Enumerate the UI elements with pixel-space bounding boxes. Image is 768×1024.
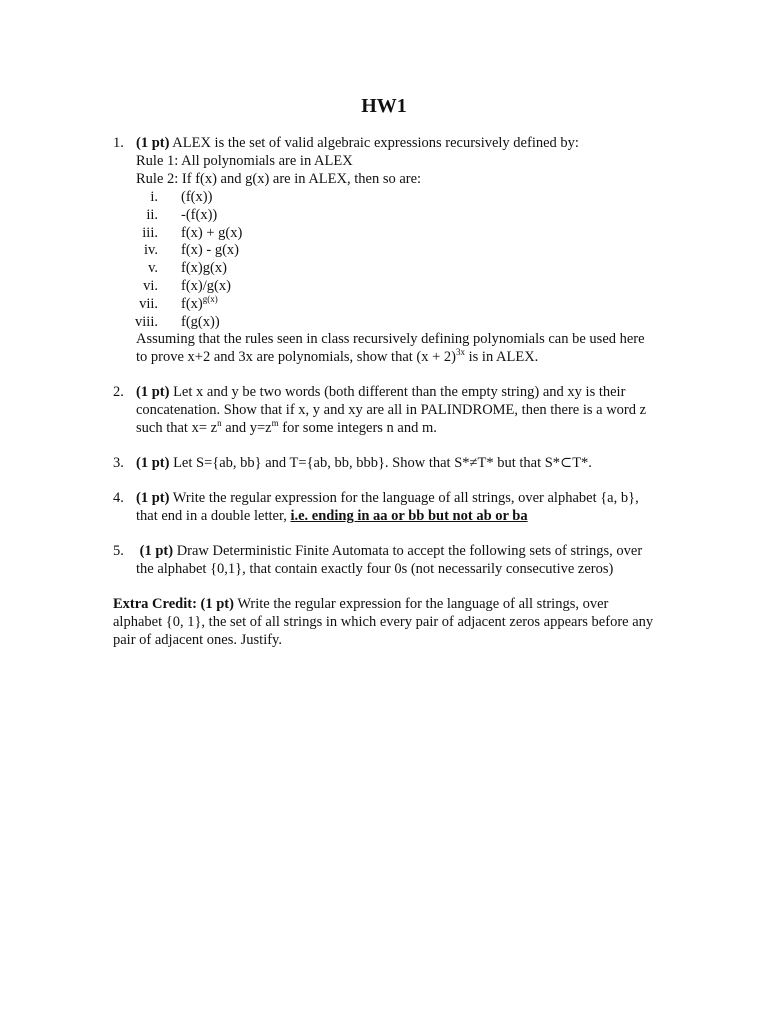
problem-2-line-3 xyxy=(136,419,683,437)
problem-3 xyxy=(113,454,683,472)
page-title: HW1 xyxy=(361,95,407,117)
problem-5-line-2: the alphabet {0,1}, that contain exactly four 0s (not necessarily consecutive zeros) xyxy=(136,561,614,578)
points-label: (1 pt) xyxy=(136,135,170,151)
list-item xyxy=(136,313,683,331)
exponent: m xyxy=(271,418,279,429)
extra-credit-line-1 xyxy=(113,595,683,613)
exponent: g(x) xyxy=(202,293,218,304)
problem-number: 4. xyxy=(113,490,124,507)
problem-1 xyxy=(113,134,683,366)
problem-2-line-2: concatenation. Show that if x, y and xy are all in PALINDROME, then there is a word z xyxy=(136,402,647,419)
item-text: (f(x)) xyxy=(181,189,213,205)
intro-text: ALEX is the set of valid algebraic expressions recursively defined by: xyxy=(169,135,579,151)
roman-numeral: viii. xyxy=(135,313,158,330)
item-text: f(x) + g(x) xyxy=(181,224,243,241)
extra-credit xyxy=(113,595,683,649)
closing-line-2 xyxy=(136,348,683,366)
rule-list xyxy=(136,188,683,330)
problem-text: Write the regular expression for the language of all strings, over xyxy=(233,596,609,613)
exponent: 3x xyxy=(456,347,465,358)
closing-text: to prove x+2 and 3x are polynomials, show that (x + 2) xyxy=(136,349,456,366)
roman-numeral: v. xyxy=(148,260,158,277)
problem-text: Write the regular expression for the language of all strings, over alphabet {a, b}, xyxy=(169,490,639,507)
problem-text: for some integers n and m. xyxy=(278,420,437,437)
problem-text: and y=z xyxy=(221,420,272,437)
list-item xyxy=(136,295,683,313)
problem-3-line-1 xyxy=(136,454,683,472)
problem-number: 2. xyxy=(113,384,124,401)
problem-4 xyxy=(113,489,683,525)
roman-numeral: iv. xyxy=(144,242,158,259)
list-item xyxy=(136,241,683,259)
problem-2-line-1 xyxy=(136,383,683,401)
emphasized-text: i.e. ending in aa or bb but not ab or ba xyxy=(290,508,528,525)
problem-number: 5. xyxy=(113,543,124,560)
problem-5-line-1 xyxy=(136,542,683,560)
roman-numeral: ii. xyxy=(146,206,158,223)
list-item xyxy=(136,188,683,206)
item-text: f(x) - g(x) xyxy=(181,242,239,259)
rule-2: Rule 2: If f(x) and g(x) are in ALEX, then so are: xyxy=(136,171,422,187)
roman-numeral: iii. xyxy=(142,224,158,241)
points-label: (1 pt) xyxy=(136,490,170,507)
problem-number: 3. xyxy=(113,455,124,472)
problem-1-intro xyxy=(136,134,683,152)
points-label: (1 pt) xyxy=(136,384,170,401)
extra-credit-label: Extra Credit: (1 pt) xyxy=(113,596,234,613)
problem-text: Let S={ab, bb} and T={ab, bb, bbb}. Show that S*≠T* but that S*⊂T*. xyxy=(169,455,592,472)
problem-text: that end in a double letter, xyxy=(136,508,291,525)
problem-number: 1. xyxy=(113,135,124,151)
item-text: f(x)g(x) xyxy=(181,260,227,277)
roman-numeral: vii. xyxy=(139,295,158,312)
problem-text: Draw Deterministic Finite Automata to accept the following sets of strings, over xyxy=(173,543,643,560)
problem-2 xyxy=(113,383,683,437)
extra-credit-line-3: pair of adjacent ones. Justify. xyxy=(113,632,282,649)
closing-text: is in ALEX. xyxy=(465,349,539,366)
list-item xyxy=(136,277,683,295)
item-text: f(g(x)) xyxy=(181,313,220,330)
points-label: (1 pt) xyxy=(136,455,170,472)
problem-5 xyxy=(113,542,683,578)
roman-numeral: vi. xyxy=(143,277,158,294)
closing-line-1: Assuming that the rules seen in class recursively defining polynomials can be used here xyxy=(136,331,645,348)
list-item xyxy=(136,259,683,277)
item-text: -(f(x)) xyxy=(181,206,218,223)
item-text: f(x) xyxy=(181,295,203,312)
list-item xyxy=(136,224,683,242)
problem-text: Let x and y be two words (both different than the empty string) and xy is their xyxy=(169,384,626,401)
extra-credit-line-2: alphabet {0, 1}, the set of all strings in which every pair of adjacent zeros appears before any xyxy=(113,614,654,631)
problem-4-line-1 xyxy=(136,489,683,507)
list-item xyxy=(136,206,683,224)
rule-1: Rule 1: All polynomials are in ALEX xyxy=(136,153,353,169)
points-label: (1 pt) xyxy=(139,543,174,560)
roman-numeral: i. xyxy=(150,189,158,205)
problem-list xyxy=(113,134,683,649)
item-text: f(x)/g(x) xyxy=(181,277,231,294)
exponent: n xyxy=(217,418,222,429)
problem-text: such that x= z xyxy=(136,420,218,437)
problem-4-line-2 xyxy=(136,507,683,525)
